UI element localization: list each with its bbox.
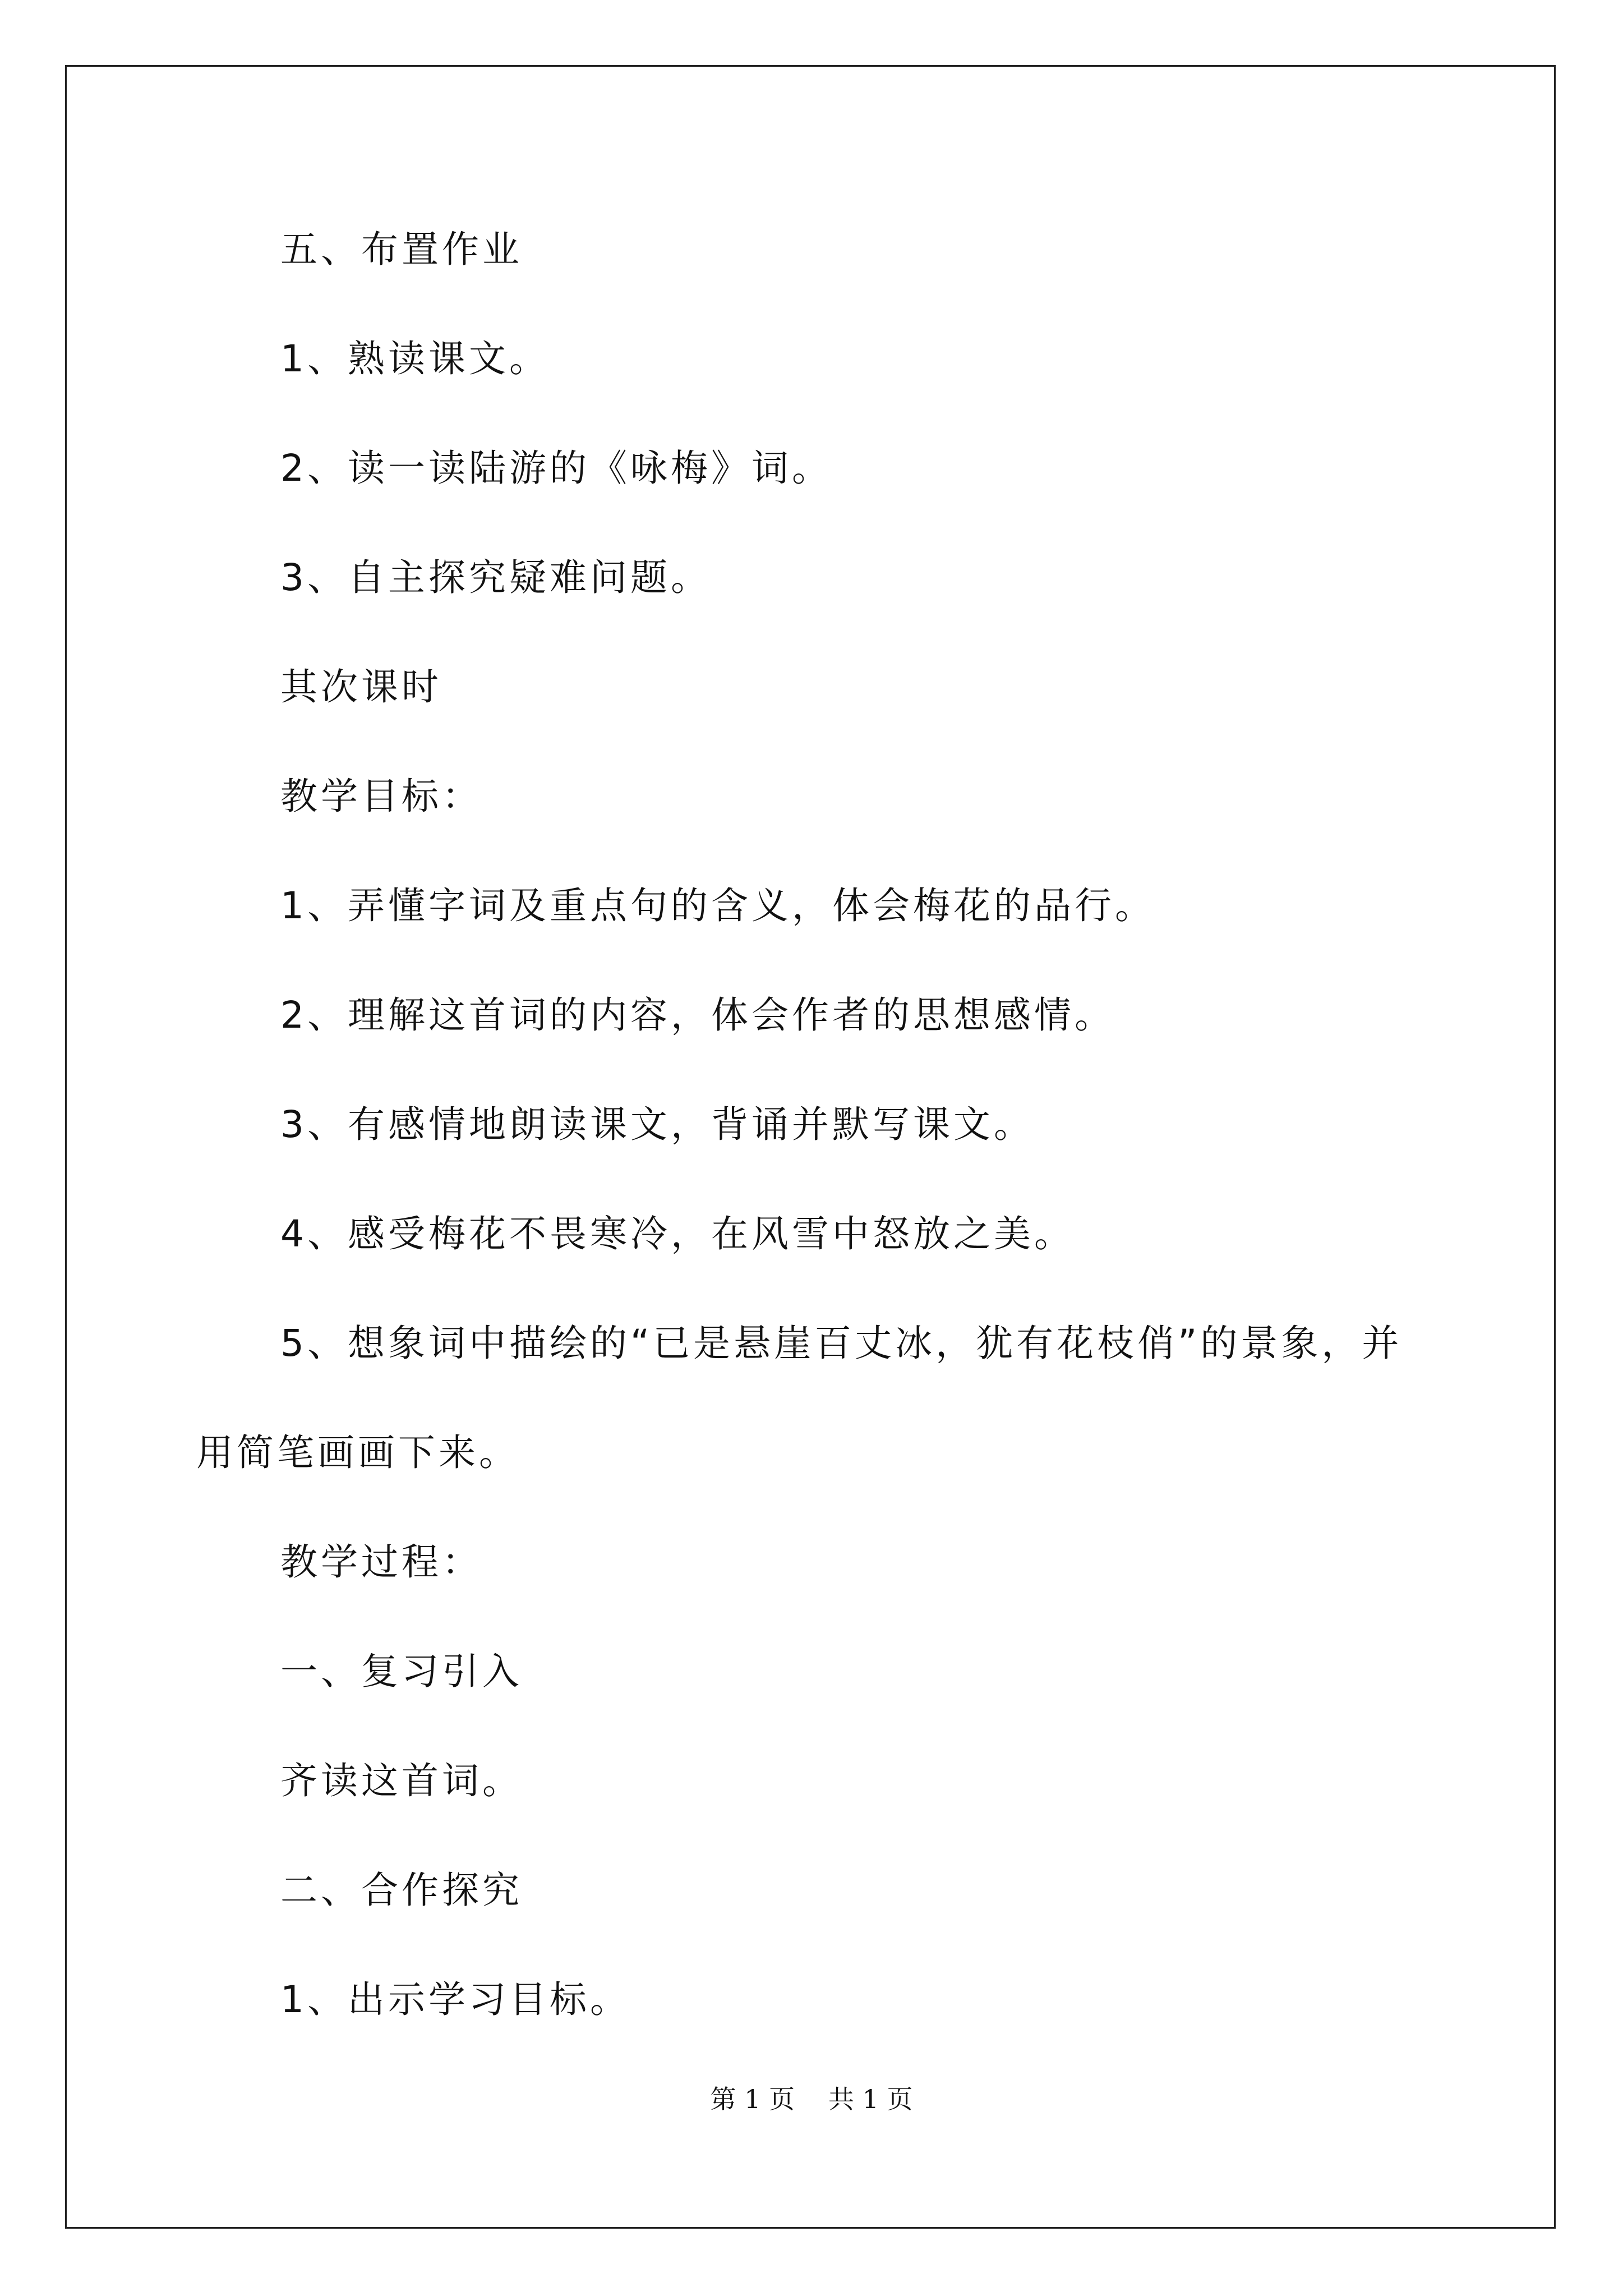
- text-line: 二、合作探究: [280, 1869, 523, 1912]
- text-line: 一、复习引入: [280, 1650, 523, 1693]
- text-line: 用简笔画画下来。: [196, 1431, 519, 1474]
- text-line: 1、弄懂字词及重点句的含义，体会梅花的品行。: [280, 884, 1155, 927]
- text-line: 教学过程：: [280, 1540, 482, 1584]
- text-line: 5、想象词中描绘的“已是悬崖百丈冰，犹有花枝俏”的景象，并: [280, 1322, 1403, 1365]
- text-line: 1、出示学习目标。: [280, 1978, 630, 2021]
- text-line: 1、熟读课文。: [280, 337, 550, 380]
- text-line: 2、读一读陆游的《咏梅》词。: [280, 447, 832, 490]
- text-line: 其次课时: [280, 665, 442, 708]
- text-line: 3、有感情地朗读课文，背诵并默写课文。: [280, 1103, 1034, 1146]
- page-total: 共 1 页: [828, 2084, 913, 2114]
- text-line: 3、自主探究疑难问题。: [280, 556, 711, 599]
- text-line: 4、感受梅花不畏寒冷，在风雪中怒放之美。: [280, 1212, 1075, 1255]
- text-line: 2、理解这首词的内容，体会作者的思想感情。: [280, 993, 1115, 1037]
- page-footer: [0, 2082, 1623, 2116]
- page-number: 第 1 页: [710, 2084, 795, 2114]
- text-line: 教学目标：: [280, 775, 482, 818]
- text-line: 五、布置作业: [280, 228, 523, 271]
- text-line: 齐读这首词。: [280, 1759, 523, 1802]
